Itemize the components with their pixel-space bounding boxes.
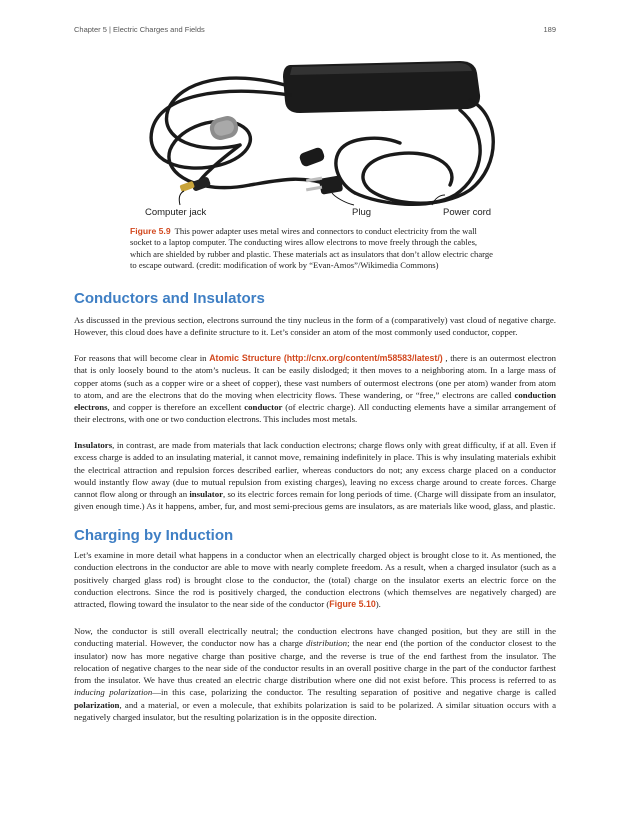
figure-5-10-link[interactable]: Figure 5.10 — [329, 599, 376, 610]
page-number: 189 — [543, 25, 556, 34]
paragraph: Insulators, in contrast, are made from materials that lack conduction electrons; charge flows only with great difficulty, if at all. Even if excess charge is added to an insulating material, it cannot move, remaining indefinitely in place. This is why insulating materials exhibit the electrical attraction and repulsion forces described earlier, whereas conductors do not; any excess charge placed on a conductor would instantly flow away (due to mutual repulsion from existing charges), leaving no excess charge around to create forces. Charge cannot flow along or through an insulator, so its electric forces remain for long periods of time. (Charge will dissipate from an insulator, given enough time.) As it happens, amber, fur, and most semi-precious gems are insulators, as are materials like wood, glass, and plastic. — [74, 440, 556, 512]
running-header: Chapter 5 | Electric Charges and Fields — [74, 25, 205, 34]
jack-pointer — [179, 191, 184, 205]
term-insulators: Insulators — [74, 440, 113, 450]
paragraph: Now, the conductor is still overall electrically neutral; the conduction electrons have changed position, but they are still in the conducting material. However, the conductor now has a charge distribution; the near end (the portion of the conductor closest to the insulator) now has more negative charge than positive charge, and the reverse is true of the end farthest from the insulator. The relocation of negative charges to the near side of the conductor results in an overall positive charge in the part of the conductor farthest from the insulator. We have thus created an electric charge distribution where one did not exist before. This process is referred to as inducing polarization—in this case, polarizing the conductor. The resulting separation of positive and negative charge is called polarization, and a material, or even a molecule, that exhibits polarization is said to be polarized. A similar situation occurs with a negatively charged insulator, but the resulting polarization is in the opposite direction. — [74, 626, 556, 723]
term-inducing-polarization: inducing polarization — [74, 687, 153, 698]
term-polarization: polarization — [74, 699, 120, 710]
section-title-induction: Charging by Induction — [74, 527, 234, 544]
power-adapter-photo — [140, 55, 505, 220]
paragraph: Let’s examine in more detail what happens in a conductor when an electrically charged object is brought close to it. As mentioned, the conduction electrons in the conductor are able to move with nearly complete freedom. As a result, when a charged insulator (such as a positively charged glass rod) is brought close to the conductor, the (total) charge on the insulator exerts an electric force on the conduction electrons. Since the rod is positively charged, the conduction electrons (which themselves are negatively charged) are attracted, flowing toward the insulator to the near side of the conductor (Figure 5.10). — [74, 550, 556, 610]
plug-pointer — [332, 193, 354, 205]
computer-jack-tip — [179, 181, 195, 192]
term-insulator: insulator — [189, 489, 224, 500]
figure-number: Figure 5.9 — [130, 226, 171, 236]
paragraph: For reasons that will become clear in Atomic Structure (http://cnx.org/content/m58583/latest/) , there is an outermost electron that is only loosely bound to the atom’s nucleus. It can be easily dislodged; it then moves to a neighboring atom. In a large mass of copper atoms (such as a copper wire or a sheet of copper), these vast numbers of outermost electrons (one per atom) wander from atom to atom, and are the electrons that do the moving when electricity flows. These wandering, or “free,” electrons are called conduction electrons, and copper is therefore an excellent conductor (of electric charge). All conducting elements have a similar arrangement of their electrons, with one or two conduction electrons. This includes most metals. — [74, 353, 557, 425]
figure-caption-text: This power adapter uses metal wires and connectors to conduct electricity from the wall socket to a laptop computer. The conducting wires allow electrons to move freely through the cables, which are shielded by rubber and plastic. These materials act as insulators that don’t allow electric charge to escape outward. (credit: modification of work by “Evan-Amos”/Wikimedia Commons) — [130, 226, 493, 271]
atomic-structure-link[interactable]: Atomic Structure (http://cnx.org/content/m58583/latest/) — [209, 353, 443, 363]
term-conductor: conductor — [244, 402, 283, 413]
paragraph: As discussed in the previous section, electrons surround the tiny nucleus in the form of a (comparatively) vast cloud of negative charge. However, this cloud does have a definite structure to it. Let’s consider an atom of the most commonly used conductor, copper. — [74, 315, 556, 338]
term-distribution: distribution — [306, 638, 348, 649]
cord-loop-right-2 — [355, 110, 480, 204]
cord-loop-right — [363, 100, 493, 203]
figure-caption — [130, 226, 495, 272]
label-computer-jack: Computer jack — [145, 207, 207, 218]
ferrite-bead — [298, 146, 325, 167]
term-conduction-electrons: conduction electrons — [74, 389, 556, 413]
section-title-conductors: Conductors and Insulators — [74, 290, 265, 307]
label-plug: Plug — [352, 207, 372, 218]
plug-prong-2 — [306, 186, 322, 192]
label-power-cord: Power cord — [443, 207, 492, 218]
plug-body — [319, 175, 343, 195]
